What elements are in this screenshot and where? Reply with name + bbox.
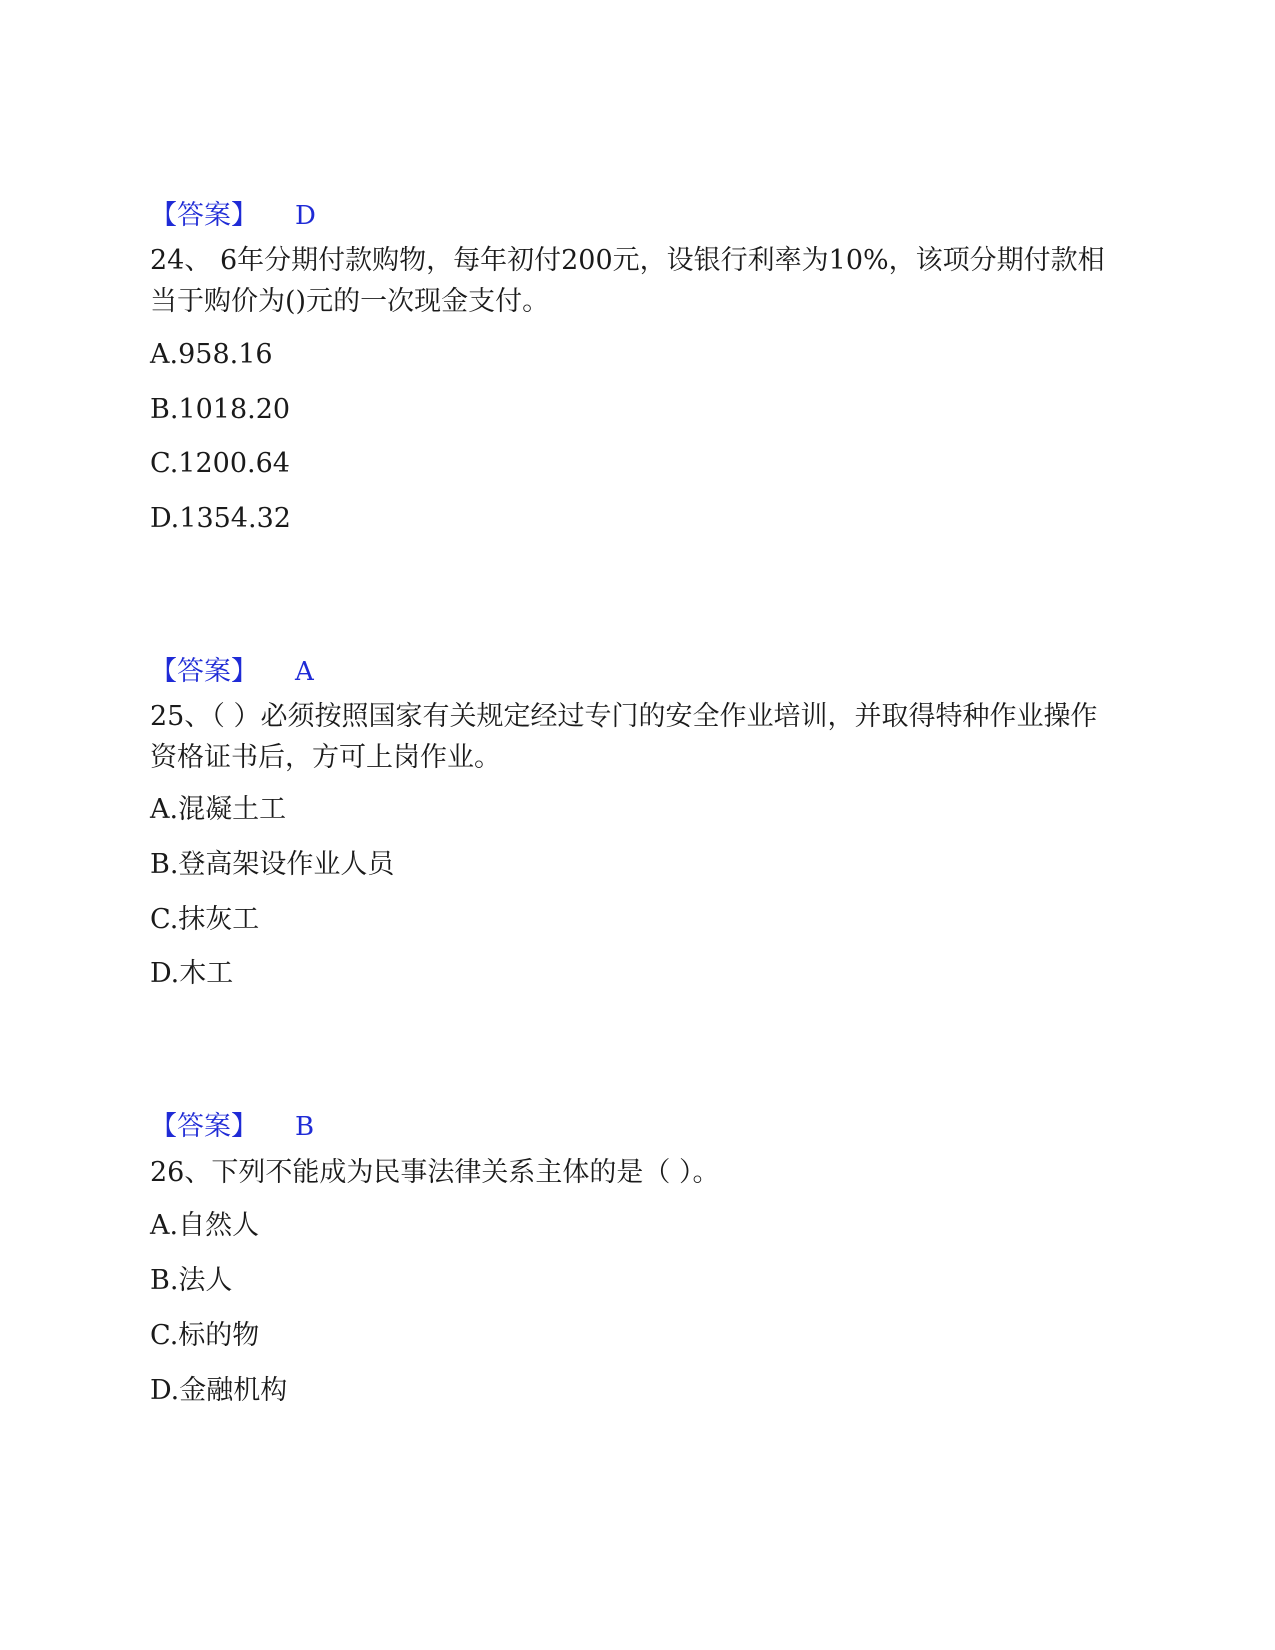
option-a: A.自然人: [150, 1210, 260, 1241]
answer-value: A: [295, 657, 314, 687]
question-text: 25、（ ）必须按照国家有关规定经过专门的安全作业培训，并取得特种作业操作资格证书后，方可上岗作业。: [150, 701, 1098, 773]
option-c: C.抹灰工: [150, 904, 260, 935]
option-a: A.混凝土工: [150, 794, 287, 825]
answer-value: B: [295, 1112, 315, 1142]
option-c: C.1200.64: [150, 448, 290, 479]
question-text: 24、 6年分期付款购物，每年初付200元，设银行利率为10%，该项分期付款相当于购价为()元的一次现金支付。: [150, 245, 1105, 317]
option-a: A.958.16: [150, 339, 273, 370]
answer-tag: 【答案】: [150, 200, 258, 231]
answer-line: [150, 1107, 314, 1147]
option-d: D.木工: [150, 958, 234, 989]
answer-tag: 【答案】: [150, 656, 258, 687]
option-b: B.法人: [150, 1265, 233, 1296]
option-b: B.1018.20: [150, 394, 291, 425]
option-b: B.登高架设作业人员: [150, 849, 395, 880]
answer-tag: 【答案】: [150, 1111, 258, 1142]
answer-value: D: [295, 201, 316, 231]
option-d: D.金融机构: [150, 1375, 288, 1406]
answer-line: [150, 652, 314, 692]
answer-line: [150, 196, 316, 236]
question-text: 26、下列不能成为民事法律关系主体的是（ ）。: [150, 1157, 720, 1188]
option-c: C.标的物: [150, 1320, 260, 1351]
option-d: D.1354.32: [150, 503, 291, 534]
